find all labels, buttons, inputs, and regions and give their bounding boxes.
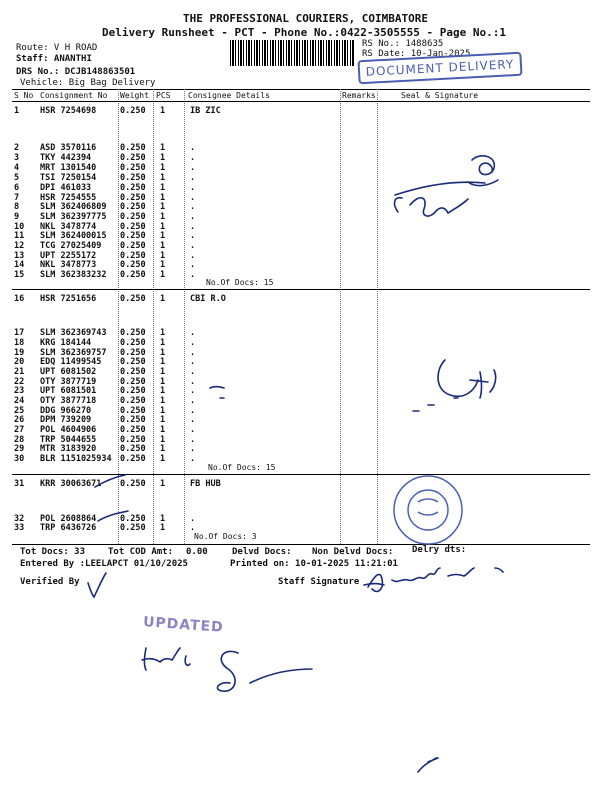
column-header: Remarks [342, 91, 376, 100]
row-cno: OTY 3877718 [40, 396, 97, 406]
row-wt: 0.250 [120, 231, 146, 241]
row-cno: TRP 6436726 [40, 523, 97, 533]
row-det: . [190, 328, 196, 338]
row-sno: 8 [14, 202, 20, 212]
delivery-dts: Delry dts: [412, 545, 467, 555]
row-wt: 0.250 [120, 338, 146, 348]
delivery-stamp: DOCUMENT DELIVERY [357, 52, 522, 85]
updated-stamp: UPDATED [142, 614, 225, 636]
row-pcs: 1 [160, 396, 166, 406]
rs-date: RS Date: 10-Jan-2025 [362, 49, 471, 59]
row-wt: 0.250 [120, 514, 146, 524]
row-pcs: 1 [160, 251, 166, 261]
row-cno: UPT 6081502 [40, 367, 97, 377]
row-sno: 27 [14, 425, 25, 435]
row-wt: 0.250 [120, 270, 146, 280]
row-cno: HSR 7254555 [40, 193, 97, 203]
row-sno: 12 [14, 241, 25, 251]
row-sno: 31 [14, 479, 25, 489]
row-wt: 0.250 [120, 406, 146, 416]
row-pcs: 1 [160, 425, 166, 435]
row-pcs: 1 [160, 514, 166, 524]
row-wt: 0.250 [120, 435, 146, 445]
row-det: . [190, 377, 196, 387]
row-det: . [190, 222, 196, 232]
row-sno: 11 [14, 231, 25, 241]
row-sno: 7 [14, 193, 20, 203]
rs-number: RS No.: 1488635 [362, 39, 444, 49]
printed-on: Printed on: 10-01-2025 11:21:01 [230, 559, 398, 569]
row-det: . [190, 173, 196, 183]
row-wt: 0.250 [120, 386, 146, 396]
row-cno: SLM 362369743 [40, 328, 107, 338]
row-sno: 14 [14, 260, 25, 270]
row-det: . [190, 348, 196, 358]
row-wt: 0.250 [120, 454, 146, 464]
row-det: . [190, 396, 196, 406]
row-cno: TCG 27025409 [40, 241, 102, 251]
row-cno: UPT 2255172 [40, 251, 97, 261]
row-cno: MTR 3183920 [40, 444, 97, 454]
row-cno: TKY 442394 [40, 153, 92, 163]
column-header: Consignee Details [188, 91, 270, 100]
row-det: . [190, 163, 196, 173]
row-cno: SLM 362406809 [40, 202, 107, 212]
row-sno: 15 [14, 270, 25, 280]
row-wt: 0.250 [120, 328, 146, 338]
row-det: . [190, 523, 196, 533]
row-wt: 0.250 [120, 222, 146, 232]
row-cno: HSR 7251656 [40, 294, 97, 304]
row-cno: EDQ 11499545 [40, 357, 102, 367]
row-pcs: 1 [160, 241, 166, 251]
row-cno: SLM 362369757 [40, 348, 107, 358]
row-sno: 5 [14, 173, 20, 183]
row-det: . [190, 143, 196, 153]
row-det: CBI R.O [190, 294, 226, 304]
column-header: Seal & Signature [401, 91, 479, 100]
row-wt: 0.250 [120, 251, 146, 261]
row-wt: 0.250 [120, 163, 146, 173]
row-det: . [190, 425, 196, 435]
total-docs: Tot Docs: 33 [20, 547, 86, 557]
row-cno: DPI 461033 [40, 183, 92, 193]
row-det: . [190, 193, 196, 203]
row-cno: BLR 1151025934 [40, 454, 112, 464]
row-det: . [190, 367, 196, 377]
row-pcs: 1 [160, 173, 166, 183]
row-pcs: 1 [160, 222, 166, 232]
row-cno: KRG 184144 [40, 338, 92, 348]
row-sno: 10 [14, 222, 25, 232]
row-det: . [190, 386, 196, 396]
row-cno: ASD 3570116 [40, 143, 97, 153]
row-cno: NKL 3478773 [40, 260, 97, 270]
row-wt: 0.250 [120, 241, 146, 251]
row-sno: 33 [14, 523, 25, 533]
row-wt: 0.250 [120, 396, 146, 406]
row-sno: 32 [14, 514, 25, 524]
row-wt: 0.250 [120, 444, 146, 454]
row-sno: 26 [14, 415, 25, 425]
row-pcs: 1 [160, 143, 166, 153]
row-sno: 4 [14, 163, 20, 173]
row-pcs: 1 [160, 106, 166, 116]
row-cno: NKL 3478774 [40, 222, 97, 232]
entered-by: Entered By :LEELAPCT 01/10/2025 [20, 559, 188, 569]
row-pcs: 1 [160, 435, 166, 445]
row-cno: SLM 362397775 [40, 212, 107, 222]
row-pcs: 1 [160, 415, 166, 425]
row-sno: 18 [14, 338, 25, 348]
row-sno: 16 [14, 294, 25, 304]
row-cno: SLM 362400015 [40, 231, 107, 241]
column-header: PCS [156, 91, 171, 100]
row-pcs: 1 [160, 294, 166, 304]
row-pcs: 1 [160, 202, 166, 212]
row-wt: 0.250 [120, 106, 146, 116]
row-wt: 0.250 [120, 202, 146, 212]
row-wt: 0.250 [120, 260, 146, 270]
row-pcs: 1 [160, 386, 166, 396]
staff: Staff: ANANTHI [16, 54, 92, 64]
row-sno: 17 [14, 328, 25, 338]
row-wt: 0.250 [120, 183, 146, 193]
verified-by-label: Verified By [20, 577, 80, 587]
row-cno: KRR 30063671 [40, 479, 102, 489]
row-pcs: 1 [160, 454, 166, 464]
row-det: . [190, 454, 196, 464]
row-cno: TRP 5044655 [40, 435, 97, 445]
row-cno: DPM 739209 [40, 415, 92, 425]
row-pcs: 1 [160, 163, 166, 173]
row-pcs: 1 [160, 406, 166, 416]
row-sno: 19 [14, 348, 25, 358]
row-pcs: 1 [160, 377, 166, 387]
row-pcs: 1 [160, 231, 166, 241]
row-det: . [190, 212, 196, 222]
row-det: . [190, 406, 196, 416]
group-doc-count: No.Of Docs: 15 [208, 463, 276, 472]
row-sno: 25 [14, 406, 25, 416]
row-cno: MRT 1301540 [40, 163, 97, 173]
row-pcs: 1 [160, 270, 166, 280]
row-sno: 23 [14, 386, 25, 396]
group-doc-count: No.Of Docs: 15 [206, 278, 274, 287]
row-cno: UPT 6081501 [40, 386, 97, 396]
row-wt: 0.250 [120, 348, 146, 358]
row-det: . [190, 435, 196, 445]
row-sno: 22 [14, 377, 25, 387]
route: Route: V H ROAD [16, 43, 98, 53]
row-sno: 21 [14, 367, 25, 377]
row-det: . [190, 444, 196, 454]
row-sno: 2 [14, 143, 20, 153]
row-pcs: 1 [160, 260, 166, 270]
row-pcs: 1 [160, 348, 166, 358]
drs-number: DRS No.: DCJB148863501 [16, 67, 136, 77]
row-pcs: 1 [160, 183, 166, 193]
row-det: . [190, 241, 196, 251]
row-cno: POL 4604906 [40, 425, 97, 435]
staff-signature-label: Staff Signature [278, 577, 360, 587]
total-cod-label: Tot COD Amt: [108, 547, 174, 557]
row-pcs: 1 [160, 357, 166, 367]
row-wt: 0.250 [120, 367, 146, 377]
row-cno: SLM 362383232 [40, 270, 107, 280]
row-sno: 28 [14, 435, 25, 445]
row-det: . [190, 260, 196, 270]
row-sno: 3 [14, 153, 20, 163]
row-wt: 0.250 [120, 173, 146, 183]
row-pcs: 1 [160, 367, 166, 377]
row-pcs: 1 [160, 153, 166, 163]
row-pcs: 1 [160, 523, 166, 533]
row-sno: 20 [14, 357, 25, 367]
company-name: THE PROFESSIONAL COURIERS, COIMBATORE [183, 12, 429, 25]
row-cno: DDG 966270 [40, 406, 92, 416]
row-sno: 30 [14, 454, 25, 464]
row-pcs: 1 [160, 338, 166, 348]
row-sno: 9 [14, 212, 20, 222]
row-det: . [190, 357, 196, 367]
row-wt: 0.250 [120, 212, 146, 222]
column-header: Weight [120, 91, 149, 100]
row-det: . [190, 202, 196, 212]
row-sno: 1 [14, 106, 20, 116]
column-header: S No [14, 91, 34, 100]
row-pcs: 1 [160, 212, 166, 222]
row-pcs: 1 [160, 193, 166, 203]
row-sno: 13 [14, 251, 25, 261]
row-wt: 0.250 [120, 193, 146, 203]
row-pcs: 1 [160, 328, 166, 338]
row-det: IB ZIC [190, 106, 221, 116]
row-det: . [190, 183, 196, 193]
row-det: FB HUB [190, 479, 221, 489]
row-pcs: 1 [160, 444, 166, 454]
total-cod-amount: 0.00 [186, 547, 208, 557]
group-doc-count: No.Of Docs: 3 [194, 532, 257, 541]
row-cno: TSI 7250154 [40, 173, 97, 183]
row-det: . [190, 514, 196, 524]
row-wt: 0.250 [120, 425, 146, 435]
row-wt: 0.250 [120, 143, 146, 153]
row-wt: 0.250 [120, 377, 146, 387]
row-det: . [190, 251, 196, 261]
non-delivered-docs: Non Delvd Docs: [312, 547, 394, 557]
row-det: . [190, 338, 196, 348]
row-wt: 0.250 [120, 153, 146, 163]
vehicle: Vehicle: Big Bag Delivery [20, 78, 156, 88]
row-cno: HSR 7254698 [40, 106, 97, 116]
row-det: . [190, 231, 196, 241]
row-wt: 0.250 [120, 294, 146, 304]
delivered-docs: Delvd Docs: [232, 547, 292, 557]
row-wt: 0.250 [120, 357, 146, 367]
row-cno: POL 2608864 [40, 514, 97, 524]
row-sno: 6 [14, 183, 20, 193]
row-sno: 24 [14, 396, 25, 406]
row-wt: 0.250 [120, 523, 146, 533]
row-wt: 0.250 [120, 479, 146, 489]
row-pcs: 1 [160, 479, 166, 489]
row-wt: 0.250 [120, 415, 146, 425]
runsheet-title: Delivery Runsheet - PCT - Phone No.:0422-3505555 - Page No.:1 [102, 26, 506, 39]
row-det: . [190, 153, 196, 163]
row-sno: 29 [14, 444, 25, 454]
row-det: . [190, 270, 196, 280]
row-det: . [190, 415, 196, 425]
row-cno: OTY 3877719 [40, 377, 97, 387]
column-header: Consignment No [40, 91, 108, 100]
